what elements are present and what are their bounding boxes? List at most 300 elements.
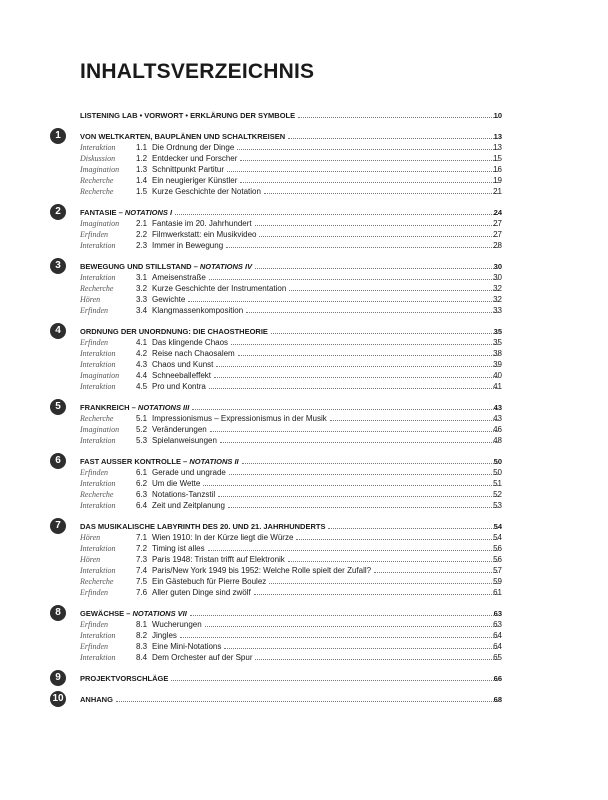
toc-entry[interactable]	[0, 467, 608, 478]
entry-line	[136, 424, 498, 435]
entry-line	[136, 413, 498, 424]
entry-page: 41	[493, 382, 502, 391]
dot-leader	[210, 424, 498, 432]
entry-page: 21	[493, 187, 502, 196]
toc-entry[interactable]	[0, 500, 608, 511]
entry-number: 2.1	[136, 219, 148, 228]
entry-label	[136, 294, 187, 305]
entry-title: Chaos und Kunst	[152, 360, 214, 369]
chapter-number-badge: 10	[50, 691, 66, 707]
toc-entry[interactable]	[0, 424, 608, 435]
entry-label	[136, 532, 295, 543]
entry-category: Interaktion	[80, 349, 116, 358]
toc-entry[interactable]	[0, 229, 608, 240]
chapter-page: 50	[493, 457, 502, 466]
dot-leader	[116, 694, 498, 702]
entry-title: Klangmassenkomposition	[152, 306, 244, 315]
entry-label	[136, 587, 253, 598]
toc-entry[interactable]	[0, 543, 608, 554]
entry-page: 54	[493, 533, 502, 542]
chapter-heading[interactable]	[0, 456, 608, 467]
entry-page: 43	[493, 414, 502, 423]
entry-category: Erfinden	[80, 306, 108, 315]
entry-label	[136, 435, 219, 446]
entry-number: 3.4	[136, 306, 148, 315]
entry-category: Hören	[80, 533, 101, 542]
entry-number: 1.5	[136, 187, 148, 196]
chapter-heading[interactable]	[0, 521, 608, 532]
toc-entry[interactable]	[0, 305, 608, 316]
entry-page: 13	[493, 143, 502, 152]
chapter-notation: NOTATIONS I	[124, 208, 173, 217]
entry-page: 28	[493, 241, 502, 250]
dot-leader	[192, 402, 498, 410]
toc-entry[interactable]	[0, 630, 608, 641]
entry-number: 5.2	[136, 425, 148, 434]
dot-leader	[218, 489, 498, 497]
entry-line	[136, 142, 498, 153]
chapter-title-line	[80, 456, 498, 467]
chapter-title-line	[80, 694, 498, 705]
entry-number: 5.1	[136, 414, 148, 423]
toc-entry[interactable]	[0, 153, 608, 164]
entry-label	[136, 164, 226, 175]
chapter-title-text: ANHANG	[80, 695, 113, 704]
entry-label	[136, 424, 209, 435]
entry-title: Veränderungen	[152, 425, 207, 434]
entry-category: Interaktion	[80, 653, 116, 662]
entry-line	[136, 652, 498, 663]
entry-number: 2.2	[136, 230, 148, 239]
entry-category: Interaktion	[80, 631, 116, 640]
chapter-page: 13	[493, 132, 502, 141]
entry-number: 4.1	[136, 338, 148, 347]
dot-leader	[188, 294, 498, 302]
entry-title: Ein Gästebuch für Pierre Boulez	[152, 577, 267, 586]
entry-line	[136, 630, 498, 641]
dot-leader	[190, 608, 498, 616]
entry-category: Imagination	[80, 425, 120, 434]
chapter-number-badge: 2	[50, 204, 66, 220]
toc-entry[interactable]	[0, 554, 608, 565]
entry-line	[136, 240, 498, 251]
entry-line	[136, 489, 498, 500]
entry-number: 7.2	[136, 544, 148, 553]
dot-leader	[175, 207, 498, 215]
entry-line	[136, 381, 498, 392]
entry-number: 5.3	[136, 436, 148, 445]
chapter-number-badge: 5	[50, 399, 66, 415]
entry-title: Notations-Tanzstil	[152, 490, 216, 499]
entry-number: 1.3	[136, 165, 148, 174]
toc-entry[interactable]	[0, 359, 608, 370]
entry-label	[136, 348, 237, 359]
entry-page: 27	[493, 219, 502, 228]
chapter-number-badge: 7	[50, 518, 66, 534]
toc-entry[interactable]	[0, 186, 608, 197]
entry-category: Recherche	[80, 176, 114, 185]
entry-label	[136, 565, 373, 576]
entry-number: 6.1	[136, 468, 148, 477]
chapter-heading[interactable]	[0, 261, 608, 272]
entry-category: Recherche	[80, 284, 114, 293]
dot-leader	[259, 229, 498, 237]
entry-number: 3.2	[136, 284, 148, 293]
entry-title: Jingles	[152, 631, 177, 640]
entry-page: 56	[493, 544, 502, 553]
entry-title: Spielanweisungen	[152, 436, 217, 445]
dot-leader	[209, 272, 498, 280]
chapter-title-line	[80, 608, 498, 619]
dot-leader	[171, 673, 498, 681]
toc-entry[interactable]	[0, 619, 608, 630]
entry-number: 3.3	[136, 295, 148, 304]
chapter-title	[80, 673, 170, 684]
entry-label	[136, 500, 227, 511]
entry-line	[136, 435, 498, 446]
entry-line	[136, 164, 498, 175]
entry-label	[136, 218, 254, 229]
entry-category: Interaktion	[80, 436, 116, 445]
entry-line	[136, 229, 498, 240]
entry-category: Interaktion	[80, 360, 116, 369]
entry-title: Kurze Geschichte der Notation	[152, 187, 261, 196]
entry-title: Wucherungen	[152, 620, 202, 629]
entry-number: 1.1	[136, 143, 148, 152]
chapter-number-badge: 8	[50, 605, 66, 621]
entry-page: 59	[493, 577, 502, 586]
toc-entry[interactable]	[0, 576, 608, 587]
entry-page: 32	[493, 295, 502, 304]
entry-page: 15	[493, 154, 502, 163]
entry-number: 4.3	[136, 360, 148, 369]
chapter-number-badge: 4	[50, 323, 66, 339]
entry-category: Interaktion	[80, 382, 116, 391]
entry-title: Pro und Kontra	[152, 382, 206, 391]
toc-entry[interactable]	[0, 337, 608, 348]
chapter-title	[80, 402, 191, 413]
entry-number: 8.2	[136, 631, 148, 640]
chapter-heading[interactable]	[0, 402, 608, 413]
entry-line	[136, 283, 498, 294]
entry-page: 61	[493, 588, 502, 597]
entry-page: 65	[493, 653, 502, 662]
toc-entry[interactable]	[0, 218, 608, 229]
entry-label	[136, 186, 263, 197]
entry-category: Imagination	[80, 165, 120, 174]
dot-leader	[288, 554, 498, 562]
entry-line	[136, 554, 498, 565]
entry-page: 16	[493, 165, 502, 174]
dot-leader	[330, 413, 498, 421]
entry-number: 7.1	[136, 533, 148, 542]
entry-title: Timing ist alles	[152, 544, 205, 553]
entry-label	[136, 337, 230, 348]
entry-number: 1.2	[136, 154, 148, 163]
entry-label	[136, 229, 258, 240]
chapter-heading[interactable]	[0, 207, 608, 218]
dot-leader	[220, 435, 498, 443]
entry-category: Erfinden	[80, 230, 108, 239]
dot-leader	[180, 630, 498, 638]
dot-leader	[209, 381, 498, 389]
toc-entry[interactable]	[0, 294, 608, 305]
chapter-page: 66	[493, 674, 502, 683]
entry-label	[136, 413, 329, 424]
dot-leader	[226, 240, 498, 248]
entry-title: Das klingende Chaos	[152, 338, 229, 347]
chapter-title	[80, 608, 189, 619]
dot-leader	[224, 641, 498, 649]
entry-label	[136, 641, 223, 652]
entry-category: Hören	[80, 295, 101, 304]
chapter-page: 35	[493, 327, 502, 336]
entry-page: 63	[493, 620, 502, 629]
dot-leader	[242, 456, 498, 464]
entry-category: Interaktion	[80, 143, 116, 152]
entry-page: 52	[493, 490, 502, 499]
dot-leader	[269, 576, 498, 584]
toc-entry[interactable]	[0, 478, 608, 489]
entry-number: 4.5	[136, 382, 148, 391]
entry-page: 38	[493, 349, 502, 358]
toc-preface-label: LISTENING LAB • VORWORT • ERKLÄRUNG DER SYMBOLE	[80, 111, 296, 120]
entry-line	[136, 305, 498, 316]
chapter-page: 68	[493, 695, 502, 704]
entry-category: Hören	[80, 555, 101, 564]
dot-leader	[214, 370, 498, 378]
chapter-title	[80, 456, 241, 467]
entry-title: Paris 1948: Tristan trifft auf Elektronik	[152, 555, 285, 564]
entry-page: 51	[493, 479, 502, 488]
chapter-notation: NOTATIONS IV	[199, 262, 253, 271]
chapter-title-line	[80, 261, 498, 272]
entry-label	[136, 489, 217, 500]
entry-title: Immer in Bewegung	[152, 241, 224, 250]
chapter-title-text: DAS MUSIKALISCHE LABYRINTH DES 20. UND 21. JAHRHUNDERTS	[80, 522, 326, 531]
toc-entry[interactable]	[0, 565, 608, 576]
entry-number: 2.3	[136, 241, 148, 250]
dot-leader	[237, 142, 498, 150]
chapter-title-line	[80, 521, 498, 532]
toc-preface[interactable]	[0, 110, 608, 121]
entry-title: Schnittpunkt Partitur	[152, 165, 225, 174]
toc-entry[interactable]	[0, 413, 608, 424]
entry-number: 8.3	[136, 642, 148, 651]
dot-leader	[298, 110, 498, 118]
entry-number: 7.6	[136, 588, 148, 597]
toc-preface-page: 10	[493, 111, 502, 120]
chapter-number-badge: 1	[50, 128, 66, 144]
chapter-title-text: VON WELTKARTEN, BAUPLÄNEN UND SCHALTKREISEN	[80, 132, 286, 141]
toc-entry[interactable]	[0, 587, 608, 598]
entry-label	[136, 554, 287, 565]
dot-leader	[238, 348, 498, 356]
entry-line	[136, 500, 498, 511]
dot-leader	[374, 565, 498, 573]
dot-leader	[203, 478, 498, 486]
entry-page: 39	[493, 360, 502, 369]
entry-line	[136, 478, 498, 489]
entry-page: 27	[493, 230, 502, 239]
entry-label	[136, 142, 236, 153]
dot-leader	[208, 543, 498, 551]
entry-page: 56	[493, 555, 502, 564]
page-title: INHALTSVERZEICHNIS	[80, 60, 315, 83]
toc-entry[interactable]	[0, 348, 608, 359]
dot-leader	[255, 218, 498, 226]
entry-page: 30	[493, 273, 502, 282]
entry-page: 50	[493, 468, 502, 477]
chapter-number-badge: 6	[50, 453, 66, 469]
entry-title: Entdecker und Forscher	[152, 154, 238, 163]
entry-line	[136, 576, 498, 587]
entry-number: 6.4	[136, 501, 148, 510]
entry-number: 3.1	[136, 273, 148, 282]
entry-title: Impressionismus – Expressionismus in der Musik	[152, 414, 327, 423]
entry-number: 7.5	[136, 577, 148, 586]
chapter-page: 24	[493, 208, 502, 217]
entry-line	[136, 186, 498, 197]
entry-line	[136, 348, 498, 359]
entry-category: Imagination	[80, 371, 120, 380]
chapter-title-line	[80, 326, 498, 337]
chapter-heading[interactable]	[0, 326, 608, 337]
dot-leader	[227, 164, 498, 172]
entry-title: Gewichte	[152, 295, 186, 304]
entry-page: 33	[493, 306, 502, 315]
entry-title: Schneeballeffekt	[152, 371, 212, 380]
dot-leader	[254, 587, 498, 595]
entry-page: 53	[493, 501, 502, 510]
entry-category: Recherche	[80, 187, 114, 196]
chapter-notation: NOTATIONS II	[189, 457, 239, 466]
entry-title: Um die Wette	[152, 479, 201, 488]
entry-line	[136, 619, 498, 630]
entry-line	[136, 370, 498, 381]
entry-category: Erfinden	[80, 468, 108, 477]
dot-leader	[240, 153, 498, 161]
entry-label	[136, 175, 239, 186]
chapter-title-text: FANTASIE –	[80, 208, 125, 217]
toc-entry[interactable]	[0, 164, 608, 175]
toc-entry[interactable]	[0, 175, 608, 186]
chapter-title-line	[80, 207, 498, 218]
toc-entry[interactable]	[0, 652, 608, 663]
entry-title: Gerade und ungrade	[152, 468, 226, 477]
dot-leader	[255, 652, 498, 660]
entry-category: Recherche	[80, 414, 114, 423]
chapter-title-text: ORDNUNG DER UNORDNUNG: DIE CHAOSTHEORIE	[80, 327, 268, 336]
entry-category: Interaktion	[80, 479, 116, 488]
chapter-heading[interactable]	[0, 694, 608, 705]
entry-title: Aller guten Dinge sind zwölf	[152, 588, 251, 597]
table-of-contents	[0, 110, 608, 705]
entry-label	[136, 272, 208, 283]
entry-label	[136, 305, 245, 316]
toc-entry[interactable]	[0, 641, 608, 652]
entry-title: Reise nach Chaosalem	[152, 349, 235, 358]
entry-line	[136, 337, 498, 348]
toc-entry[interactable]	[0, 283, 608, 294]
entry-line	[136, 359, 498, 370]
entry-label	[136, 630, 179, 641]
chapter-title	[80, 521, 327, 532]
entry-label	[136, 576, 268, 587]
chapter-title	[80, 261, 254, 272]
dot-leader	[205, 619, 498, 627]
entry-label	[136, 619, 204, 630]
entry-category: Erfinden	[80, 642, 108, 651]
dot-leader	[229, 467, 498, 475]
chapter-title	[80, 131, 287, 142]
entry-category: Erfinden	[80, 338, 108, 347]
entry-label	[136, 359, 215, 370]
toc-entry[interactable]	[0, 532, 608, 543]
entry-category: Interaktion	[80, 273, 116, 282]
entry-category: Diskussion	[80, 154, 116, 163]
dot-leader	[271, 326, 498, 334]
entry-line	[136, 467, 498, 478]
entry-category: Interaktion	[80, 544, 116, 553]
toc-entry[interactable]	[0, 381, 608, 392]
entry-page: 19	[493, 176, 502, 185]
chapter-title	[80, 326, 270, 337]
chapter-title-text: BEWEGUNG UND STILLSTAND –	[80, 262, 200, 271]
entry-page: 46	[493, 425, 502, 434]
entry-category: Erfinden	[80, 588, 108, 597]
dot-leader	[264, 186, 498, 194]
entry-title: Ameisenstraße	[152, 273, 206, 282]
entry-number: 7.4	[136, 566, 148, 575]
toc-entry[interactable]	[0, 489, 608, 500]
entry-number: 1.4	[136, 176, 148, 185]
entry-line	[136, 175, 498, 186]
entry-title: Eine Mini-Notations	[152, 642, 222, 651]
entry-title: Wien 1910: In der Kürze liegt die Würze	[152, 533, 294, 542]
entry-label	[136, 543, 207, 554]
dot-leader	[288, 131, 498, 139]
dot-leader	[255, 261, 498, 269]
entry-line	[136, 272, 498, 283]
entry-title: Kurze Geschichte der Instrumentation	[152, 284, 287, 293]
entry-category: Imagination	[80, 219, 120, 228]
toc-entry[interactable]	[0, 240, 608, 251]
toc-entry[interactable]	[0, 435, 608, 446]
toc-entry[interactable]	[0, 370, 608, 381]
entry-line	[136, 218, 498, 229]
entry-page: 57	[493, 566, 502, 575]
chapter-number-badge: 3	[50, 258, 66, 274]
entry-line	[136, 543, 498, 554]
entry-label	[136, 153, 239, 164]
entry-number: 7.3	[136, 555, 148, 564]
chapter-page: 63	[493, 609, 502, 618]
entry-title: Dem Orchester auf der Spur	[152, 653, 253, 662]
entry-category: Recherche	[80, 577, 114, 586]
toc-entry[interactable]	[0, 272, 608, 283]
entry-label	[136, 370, 213, 381]
chapter-heading[interactable]	[0, 131, 608, 142]
chapter-title-text: PROJEKTVORSCHLÄGE	[80, 674, 169, 683]
entry-page: 64	[493, 642, 502, 651]
chapter-heading[interactable]	[0, 608, 608, 619]
toc-entry[interactable]	[0, 142, 608, 153]
entry-line	[136, 587, 498, 598]
chapter-title	[80, 207, 174, 218]
chapter-heading[interactable]	[0, 673, 608, 684]
entry-title: Ein neugieriger Künstler	[152, 176, 238, 185]
